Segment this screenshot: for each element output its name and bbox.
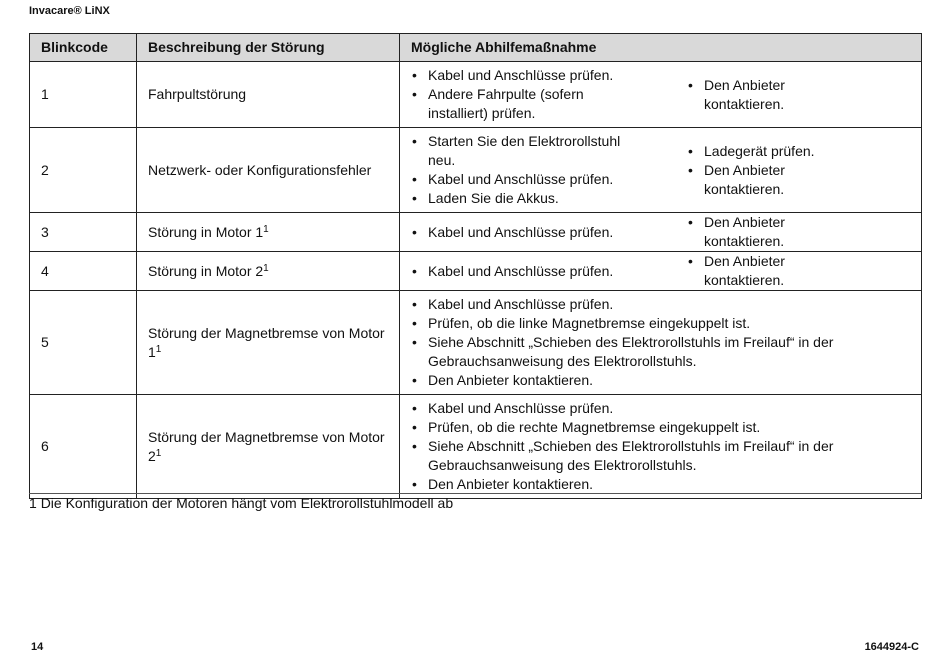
remedy-item: • Kabel und Anschlüsse prüfen.: [411, 399, 910, 418]
remedy-columns: [411, 252, 910, 290]
description-text: Störung der Magnetbremse von Motor 1: [148, 324, 385, 360]
remedy-list-secondary: [687, 142, 867, 199]
remedy-item: • Den Anbieter kontaktieren.: [411, 371, 910, 390]
remedy-item: • Kabel und Anschlüsse prüfen.: [411, 170, 641, 189]
description-cell: [137, 213, 400, 252]
brand-header: Invacare® LiNX: [29, 5, 110, 17]
description-cell: [137, 128, 400, 213]
header-blinkcode: Blinkcode: [30, 34, 137, 62]
remedy-item: • Den Anbieter kontaktieren.: [687, 252, 867, 290]
table-row: [30, 252, 922, 291]
remedy-item: • Siehe Abschnitt „Schieben des Elektrorollstuhls im Freilauf“ in der Gebrauchsanweisung des Elektrorollstuhls.: [411, 437, 910, 475]
remedy-item: • Kabel und Anschlüsse prüfen.: [411, 223, 641, 242]
remedy-cell: [400, 395, 922, 499]
blinkcode-cell: 6: [30, 395, 137, 499]
description-text: Störung in Motor 1: [148, 223, 264, 240]
remedy-item: • Laden Sie die Akkus.: [411, 189, 641, 208]
remedy-item: • Den Anbieter kontaktieren.: [687, 213, 867, 251]
remedy-cell: [400, 291, 922, 395]
description-text: Störung der Magnetbremse von Motor 2: [148, 428, 385, 464]
remedy-item: • Prüfen, ob die rechte Magnetbremse eingekuppelt ist.: [411, 418, 910, 437]
description-text: Netzwerk- oder Konfigurationsfehler: [148, 161, 372, 178]
footnote-ref: 1: [155, 343, 162, 355]
table-row: [30, 62, 922, 128]
error-code-table: [29, 33, 922, 499]
header-remedy: Mögliche Abhilfemaßnahme: [400, 34, 922, 62]
remedy-item: • Andere Fahrpulte (sofern installiert) prüfen.: [411, 85, 641, 123]
blinkcode-cell: 1: [30, 62, 137, 128]
remedy-list-primary: [411, 66, 641, 123]
footnote-ref: 1: [155, 447, 162, 459]
table-row: [30, 213, 922, 252]
footnote-ref: 1: [263, 262, 269, 274]
blinkcode-cell: 2: [30, 128, 137, 213]
remedy-list-secondary: [687, 252, 867, 290]
remedy-list: [411, 399, 910, 494]
footnote-text: Die Konfiguration der Motoren hängt vom Elektrorollstuhlmodell ab: [40, 495, 454, 511]
blinkcode-cell: 4: [30, 252, 137, 291]
remedy-list-primary: [411, 223, 641, 242]
table-row: [30, 291, 922, 395]
table-header-row: [30, 34, 922, 62]
remedy-item: • Kabel und Anschlüsse prüfen.: [411, 295, 910, 314]
document-id: 1644924-C: [864, 641, 919, 653]
description-cell: [137, 252, 400, 291]
remedy-cell: [400, 252, 922, 291]
header-description: Beschreibung der Störung: [137, 34, 400, 62]
blinkcode-cell: 3: [30, 213, 137, 252]
remedy-list: [411, 295, 910, 390]
footnote: [29, 495, 453, 511]
table-row: [30, 395, 922, 499]
remedy-item: • Ladegerät prüfen.: [687, 142, 867, 161]
remedy-columns: [411, 132, 910, 208]
description-text: Störung in Motor 2: [148, 262, 264, 279]
remedy-item: • Siehe Abschnitt „Schieben des Elektrorollstuhls im Freilauf“ in der Gebrauchsanweisung des Elektrorollstuhls.: [411, 333, 910, 371]
remedy-item: • Den Anbieter kontaktieren.: [411, 475, 910, 494]
description-cell: [137, 291, 400, 395]
page-number: 14: [31, 641, 44, 653]
footnote-mark: 1: [29, 495, 37, 511]
description-cell: [137, 395, 400, 499]
remedy-item: • Den Anbieter kontaktieren.: [687, 161, 867, 199]
remedy-cell: [400, 128, 922, 213]
remedy-list-secondary: [687, 213, 867, 251]
blinkcode-cell: 5: [30, 291, 137, 395]
remedy-item: • Kabel und Anschlüsse prüfen.: [411, 262, 641, 281]
remedy-list-primary: [411, 132, 641, 208]
remedy-list-secondary: [687, 76, 867, 114]
remedy-item: • Prüfen, ob die linke Magnetbremse eingekuppelt ist.: [411, 314, 910, 333]
remedy-item: • Starten Sie den Elektrorollstuhl neu.: [411, 132, 641, 170]
remedy-cell: [400, 213, 922, 252]
remedy-item: • Den Anbieter kontaktieren.: [687, 76, 867, 114]
table-row: [30, 128, 922, 213]
remedy-item: • Kabel und Anschlüsse prüfen.: [411, 66, 641, 85]
remedy-columns: [411, 66, 910, 123]
footnote-divider: [29, 493, 922, 494]
remedy-columns: [411, 213, 910, 251]
description-text: Fahrpultstörung: [148, 86, 247, 102]
remedy-cell: [400, 62, 922, 128]
remedy-list-primary: [411, 262, 641, 281]
description-cell: [137, 62, 400, 128]
footnote-ref: 1: [263, 223, 269, 235]
